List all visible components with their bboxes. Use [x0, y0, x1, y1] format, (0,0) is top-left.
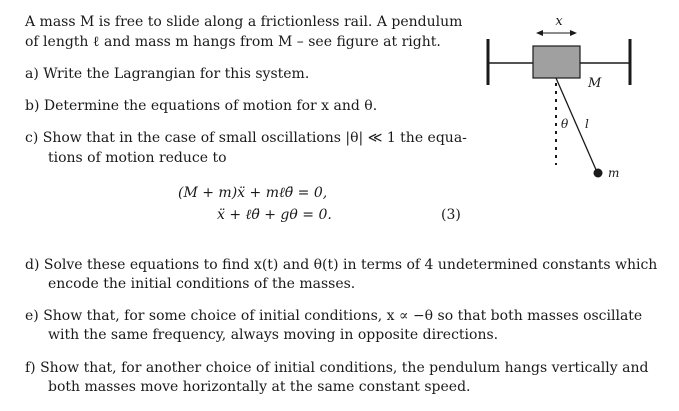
equation-2: ẍ + ℓθ̈ + gθ = 0. — [217, 207, 332, 223]
pendulum-bob — [594, 169, 603, 178]
part-f-line-1: f) Show that, for another choice of initial conditions, the pendulum hangs vertically and — [25, 360, 649, 376]
intro-line-1: A mass M is free to slide along a frictionless rail. A pendulum — [25, 14, 463, 30]
block-mass-M — [533, 46, 580, 78]
label-m: m — [608, 166, 620, 180]
label-l: l — [585, 117, 589, 131]
part-d-line-1: d) Solve these equations to find x(t) and θ(t) in terms of 4 undetermined constants which — [25, 257, 658, 273]
part-c-line-2: tions of motion reduce to — [48, 150, 227, 166]
part-e-line-1: e) Show that, for some choice of initial conditions, x ∝ −θ so that both masses oscillate — [25, 308, 643, 324]
part-c-line-1: c) Show that in the case of small oscillations |θ| ≪ 1 the equa- — [25, 130, 467, 146]
intro-line-2: of length ℓ and mass m hangs from M – see figure at right. — [25, 34, 441, 50]
label-theta: θ — [561, 117, 569, 131]
label-M: M — [588, 76, 602, 91]
x-arrow-right-head — [570, 30, 577, 36]
part-b: b) Determine the equations of motion for x and θ. — [25, 98, 378, 114]
part-d-line-2: encode the initial conditions of the masses. — [48, 276, 356, 292]
part-e-line-2: with the same frequency, always moving in opposite directions. — [48, 327, 499, 343]
part-f-line-2: both masses move horizontally at the same constant speed. — [48, 379, 471, 395]
equation-1: (M + m)ẍ + mℓθ̈ = 0, — [178, 185, 328, 201]
label-x: x — [555, 14, 563, 29]
part-a: a) Write the Lagrangian for this system. — [25, 66, 310, 82]
pendulum-figure — [470, 5, 675, 190]
x-arrow-left-head — [536, 30, 543, 36]
equation-number: (3) — [441, 207, 461, 223]
